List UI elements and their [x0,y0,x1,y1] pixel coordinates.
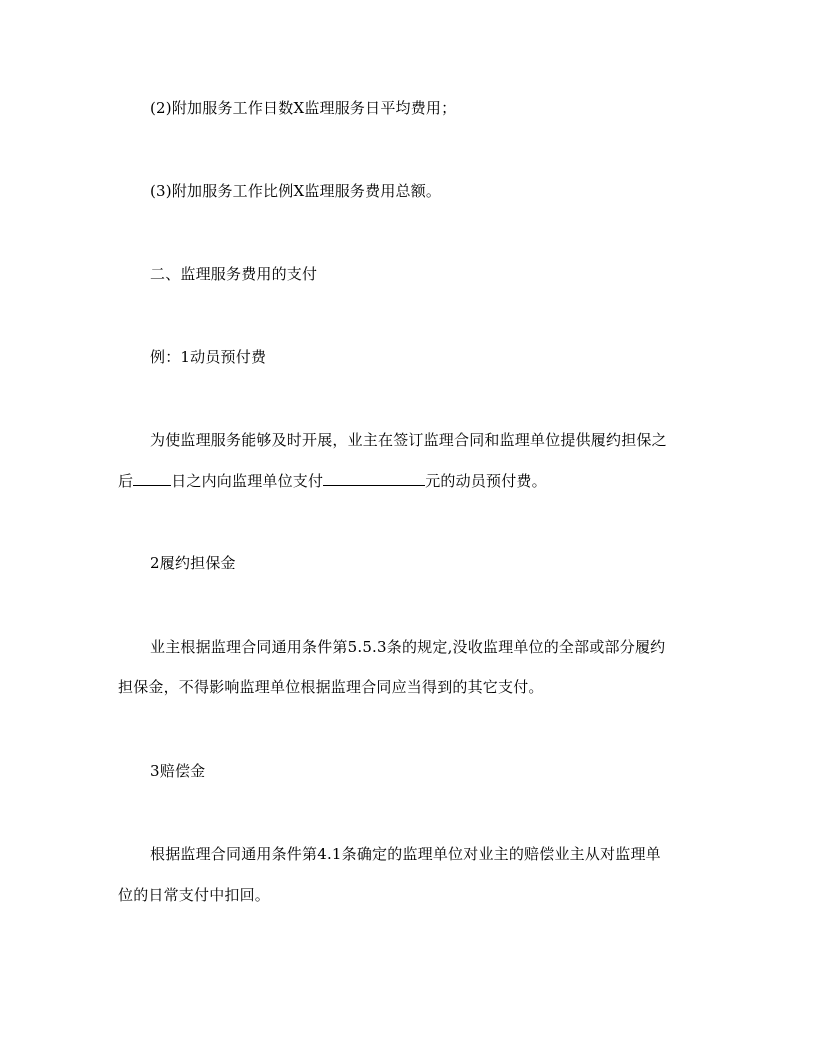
paragraph-compensation-line-1: 根据监理合同通用条件第4.1条确定的监理单位对业主的赔偿业主从对监理单 [150,845,661,863]
amount-blank-field [323,471,425,486]
text-segment: 元的动员预付费。 [425,472,547,490]
paragraph-bond-line-1: 业主根据监理合同通用条件第5.5.3条的规定,没收监理单位的全部或部分履约 [150,638,666,656]
days-blank-field [133,471,171,486]
paragraph-mobilization-line-1: 为使监理服务能够及时开展，业主在签订监理合同和监理单位提供履约担保之 [150,431,667,449]
paragraph-additional-ratio: (3)附加服务工作比例X监理服务费用总额。 [150,182,442,200]
subheading-performance-bond: 2履约担保金 [150,554,236,572]
text-segment: 日之内向监理单位支付 [171,472,324,490]
paragraph-mobilization-line-2 [118,471,547,491]
section-heading-payment: 二、监理服务费用的支付 [150,265,318,283]
text-segment: 后 [118,472,134,490]
subheading-mobilization-advance: 例：1动员预付费 [150,348,267,366]
paragraph-additional-days: (2)附加服务工作日数X监理服务日平均费用； [150,99,457,117]
paragraph-bond-line-2: 担保金，不得影响监理单位根据监理合同应当得到的其它支付。 [118,678,544,696]
paragraph-compensation-line-2: 位的日常支付中扣回。 [118,886,271,904]
subheading-compensation: 3赔偿金 [150,762,206,780]
